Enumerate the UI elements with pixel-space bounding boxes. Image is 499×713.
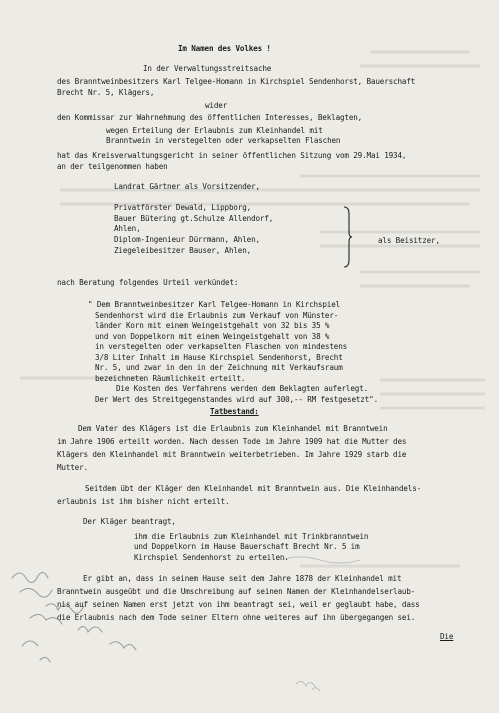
page-catchword: Die: [440, 632, 454, 641]
court-line: an der teilgenommen haben: [57, 162, 168, 171]
verdict-line: und von Doppelkorn mit einem Weingeistgehalt von 38 %: [95, 332, 330, 341]
member-line: Ziegeleibesitzer Bauser, Ahlen,: [114, 246, 252, 255]
document-heading: Im Namen des Volkes !: [178, 44, 271, 53]
verdict-line: bezeichneten Räumlichkeit erteilt.: [95, 374, 246, 383]
assessors-label: als Beisitzer,: [378, 236, 440, 245]
facts-line: Er gibt an, dass in seinem Hause seit dem Jahre 1878 der Kleinhandel mit: [83, 574, 402, 583]
court-line: hat das Kreisverwaltungsgericht in seiner öffentlichen Sitzung vom 29.Mai 1934,: [57, 151, 407, 160]
verdict-line: in verstegelten oder verkapselten Flaschen von mindestens: [95, 342, 348, 351]
verdict-intro: nach Beratung folgendes Urteil verkündet:: [57, 278, 239, 287]
facts-heading: Tatbestand:: [210, 407, 259, 416]
facts-line: Klägers den Kleinhandel mit Branntwein weiterbetrieben. Im Jahre 1929 starb die: [57, 450, 407, 459]
case-intro: In der Verwaltungsstreitsache: [143, 64, 272, 73]
plaintiff-line: des Branntweinbesitzers Karl Telgee-Homann in Kirchspiel Sendenhorst, Bauerschaft: [57, 77, 416, 86]
member-line: Privatförster Dewald, Lippborg,: [114, 203, 252, 212]
verdict-line: 3/8 Liter Inhalt im Hause Kirchspiel Sendenhorst, Brecht: [95, 353, 343, 362]
member-presiding: Landrat Gärtner als Vorsitzender,: [114, 182, 260, 191]
motion-intro: Der Kläger beantragt,: [83, 517, 176, 526]
verdict-line: Nr. 5, und zwar in den in der Zeichnung mit Verkaufsraum: [95, 363, 343, 372]
subject-line: wegen Erteilung der Erlaubnis zum Kleinhandel mit: [106, 126, 323, 135]
facts-line: Seitdem übt der Kläger den Kleinhandel mit Branntwein aus. Die Kleinhandels-: [85, 484, 422, 493]
facts-line: erlaubnis ist ihm bisher nicht erteilt.: [57, 497, 230, 506]
defendant-line: den Kommissar zur Wahrnehmung des öffentlichen Interesses, Beklagten,: [57, 113, 363, 122]
motion-line: und Doppelkorn im Hause Bauerschaft Brecht Nr. 5 im: [134, 542, 360, 551]
subject-line: Branntwein in verstegelten oder verkapselten Flaschen: [106, 136, 341, 145]
against-word: wider: [205, 101, 228, 110]
facts-line: Mutter.: [57, 463, 88, 472]
motion-line: Kirchspiel Sendenhorst zu erteilen.: [134, 553, 289, 562]
motion-line: ihm die Erlaubnis zum Kleinhandel mit Trinkbranntwein: [134, 532, 369, 541]
facts-line: Branntwein ausgeübt und die Umschreibung auf seinen Namen der Kleinhandelserlaub-: [57, 587, 416, 596]
plaintiff-line: Brecht Nr. 5, Klägers,: [57, 88, 155, 97]
verdict-line: " Dem Branntweinbesitzer Karl Telgee-Homann in Kirchspiel: [88, 300, 341, 309]
verdict-line: Der Wert des Streitgegenstandes wird auf 300,-- RM festgesetzt".: [95, 395, 378, 404]
verdict-line: Die Kosten des Verfahrens werden dem Beklagten auferlegt.: [116, 384, 369, 393]
verdict-line: länder Korn mit einem Weingeistgehalt von 32 bis 35 %: [95, 321, 330, 330]
member-line: Ahlen,: [114, 224, 141, 233]
member-line: Bauer Bütering gt.Schulze Allendorf,: [114, 214, 274, 223]
facts-line: im Jahre 1906 erteilt worden. Nach dessen Tode im Jahre 1909 hat die Mutter des: [57, 437, 407, 446]
facts-line: nis auf seinen Namen erst jetzt von ihm beantragt sei, weil er geglaubt habe, dass: [57, 600, 420, 609]
facts-line: Dem Vater des Klägers ist die Erlaubnis zum Kleinhandel mit Branntwein: [78, 424, 388, 433]
member-line: Diplom-Ingenieur Dürrmann, Ahlen,: [114, 235, 260, 244]
verdict-line: Sendenhorst wird die Erlaubnis zum Verkauf von Münster-: [95, 311, 339, 320]
facts-line: die Erlaubnis nach dem Tode seiner Eltern ohne weiteres auf ihn übergegangen sei.: [57, 613, 416, 622]
